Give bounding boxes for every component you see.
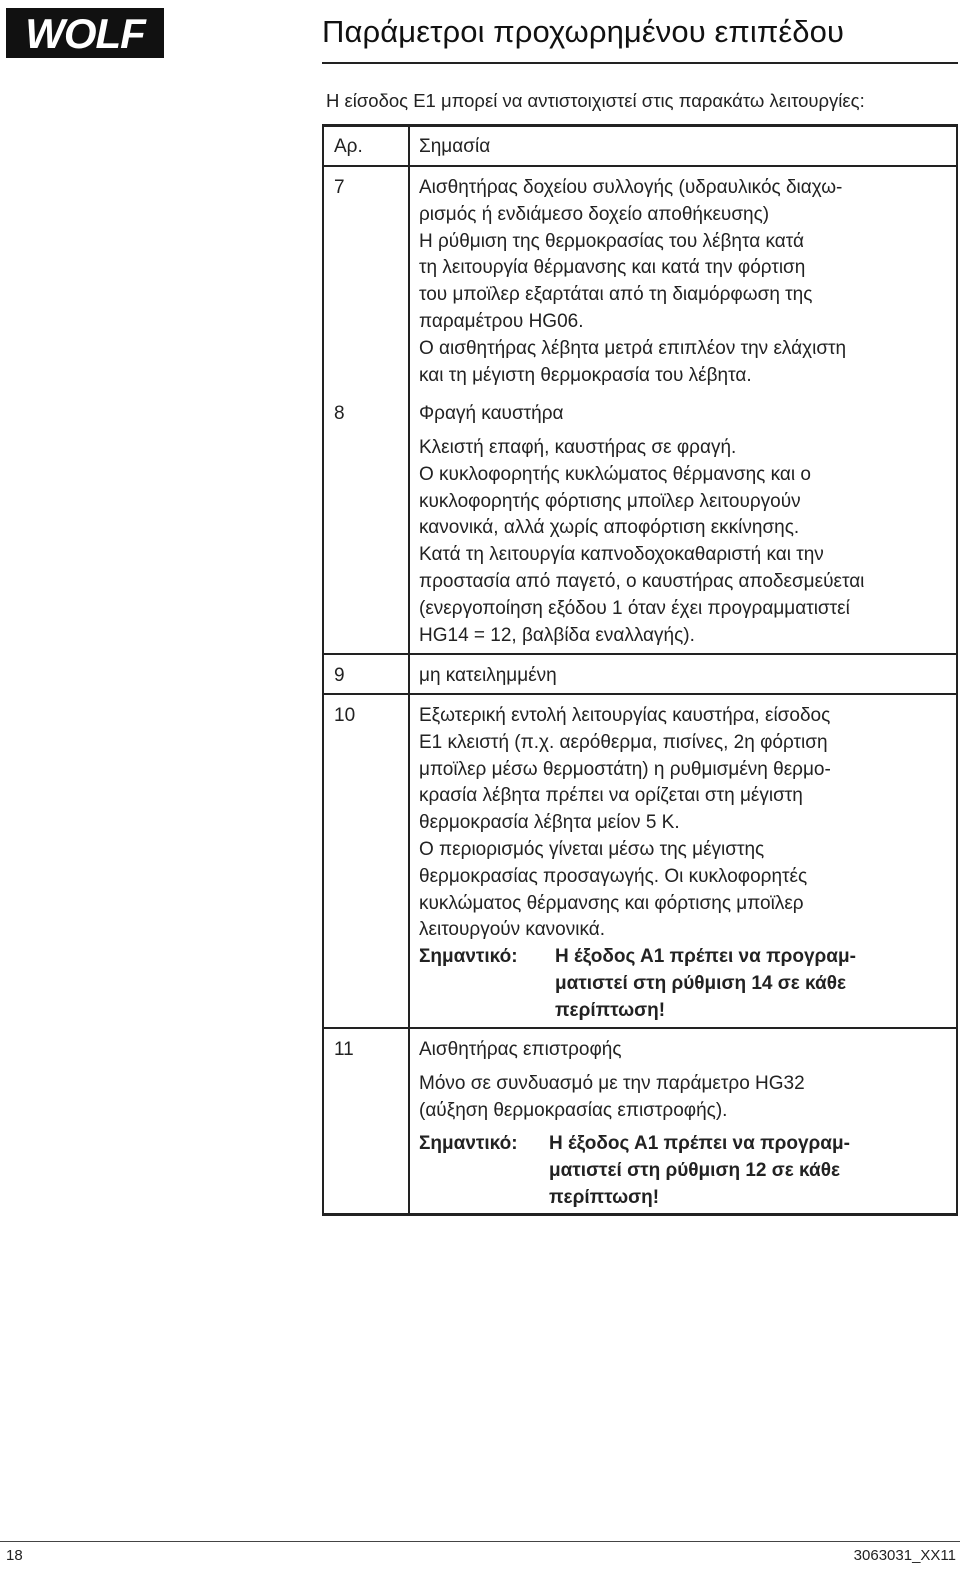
row-8-line: Κλειστή επαφή, καυστήρας σε φραγή. [419, 437, 737, 458]
row-8-line: Κατά τη λειτουργία καπνοδοχοκαθαριστή και την [419, 544, 824, 566]
row-11-description [419, 1071, 949, 1125]
page-title: Παράμετροι προχωρημένου επιπέδου [322, 14, 845, 49]
page-number: 18 [6, 1547, 23, 1564]
row-11-line: Μόνο σε συνδυασμό με την παράμετρο HG32 [419, 1073, 805, 1094]
row-10-description [419, 703, 949, 944]
row-10-line: κυκλώματος θέρμανσης και φόρτισης μποϊλερ [419, 892, 804, 914]
row-10-line: Ο περιορισμός γίνεται μέσω της μέγιστης [419, 838, 765, 860]
row-10-line: λειτουργούν κανονικά. [419, 919, 606, 941]
important-line: περίπτωση! [549, 1186, 660, 1208]
row-10-number: 10 [334, 705, 356, 726]
row-8-line: προστασία από παγετό, ο καυστήρας αποδεσμεύεται [419, 570, 865, 592]
svg-text:WOLF: WOLF [25, 10, 145, 57]
row-11-title: Αισθητήρας επιστροφής [419, 1039, 622, 1060]
row-7-line: Ο αισθητήρας λέβητα μετρά επιπλέον την ελάχιστη [419, 337, 847, 359]
row-7-description [419, 175, 949, 389]
row-8-description [419, 435, 949, 649]
row-10-important-note [419, 944, 949, 1026]
row-11-important-note [419, 1131, 949, 1213]
row-8-line: κυκλοφορητής φόρτισης μποϊλερ λειτουργούν [419, 490, 801, 512]
column-divider [408, 127, 410, 1213]
row-10-line: κρασία λέβητα πρέπει να ορίζεται στη μέγιστη [419, 785, 803, 807]
row-7-line: τη λειτουργία θέρμανσης και κατά την φόρτιση [419, 257, 806, 279]
important-line: Η έξοδος Α1 πρέπει να προγραμ- [549, 1133, 850, 1154]
row-11-number: 11 [334, 1039, 354, 1060]
important-label: Σημαντικό: [419, 946, 518, 967]
header-number: Αρ. [334, 136, 363, 157]
header-rule [322, 62, 958, 64]
important-text [555, 944, 856, 1024]
important-line: ματιστεί στη ρύθμιση 14 σε κάθε [555, 972, 846, 994]
row-7-line: Η ρύθμιση της θερμοκρασίας του λέβητα κατά [419, 230, 804, 252]
row-8-number: 8 [334, 403, 345, 424]
document-code: 3063031_XX11 [853, 1547, 956, 1564]
row-10-line: μποϊλερ μέσω θερμοστάτη) η ρυθμισμένη θερμο- [419, 758, 831, 780]
row-divider [324, 693, 956, 695]
row-divider [324, 653, 956, 655]
footer-rule [0, 1541, 960, 1542]
row-7-number: 7 [334, 177, 345, 198]
intro-text: Η είσοδος Ε1 μπορεί να αντιστοιχιστεί στις παρακάτω λειτουργίες: [326, 90, 865, 111]
row-9-number: 9 [334, 665, 345, 686]
row-10-line: Εξωτερική εντολή λειτουργίας καυστήρα, είσοδος [419, 705, 831, 726]
row-8-line: κανονικά, αλλά χωρίς αποφόρτιση εκκίνησης. [419, 517, 800, 539]
row-7-line: παραμέτρου HG06. [419, 310, 584, 332]
row-10-line: θερμοκρασία λέβητα μείον 5 K. [419, 812, 680, 834]
row-7-line: Αισθητήρας δοχείου συλλογής (υδραυλικός διαχω- [419, 177, 843, 198]
header-rule-line [324, 165, 956, 167]
important-line: ματιστεί στη ρύθμιση 12 σε κάθε [549, 1159, 840, 1181]
row-8-line: (ενεργοποίηση εξόδου 1 όταν έχει προγραμματιστεί [419, 597, 850, 619]
row-8-line: HG14 = 12, βαλβίδα εναλλαγής). [419, 624, 695, 646]
wolf-logo [6, 8, 164, 58]
parameter-table [322, 124, 958, 1216]
important-label: Σημαντικό: [419, 1133, 518, 1154]
row-divider [324, 1027, 956, 1029]
row-7-line: ρισμός ή ενδιάμεσο δοχείο αποθήκευσης) [419, 203, 770, 225]
row-10-line: θερμοκρασίας προσαγωγής. Οι κυκλοφορητές [419, 865, 808, 887]
row-8-line: Ο κυκλοφορητής κυκλώματος θέρμανσης και ο [419, 463, 811, 485]
row-8-title: Φραγή καυστήρα [419, 403, 564, 424]
important-text [549, 1131, 850, 1211]
row-11-line: (αύξηση θερμοκρασίας επιστροφής). [419, 1099, 728, 1121]
header-meaning: Σημασία [419, 136, 491, 157]
row-7-line: του μποϊλερ εξαρτάται από τη διαμόρφωση της [419, 284, 813, 306]
row-9-title: μη κατειλημμένη [419, 665, 557, 686]
important-line: περίπτωση! [555, 999, 666, 1021]
row-10-line: Ε1 κλειστή (π.χ. αερόθερμα, πισίνες, 2η φόρτιση [419, 731, 828, 753]
important-line: Η έξοδος Α1 πρέπει να προγραμ- [555, 946, 856, 967]
row-7-line: και τη μέγιστη θερμοκρασία του λέβητα. [419, 364, 752, 386]
